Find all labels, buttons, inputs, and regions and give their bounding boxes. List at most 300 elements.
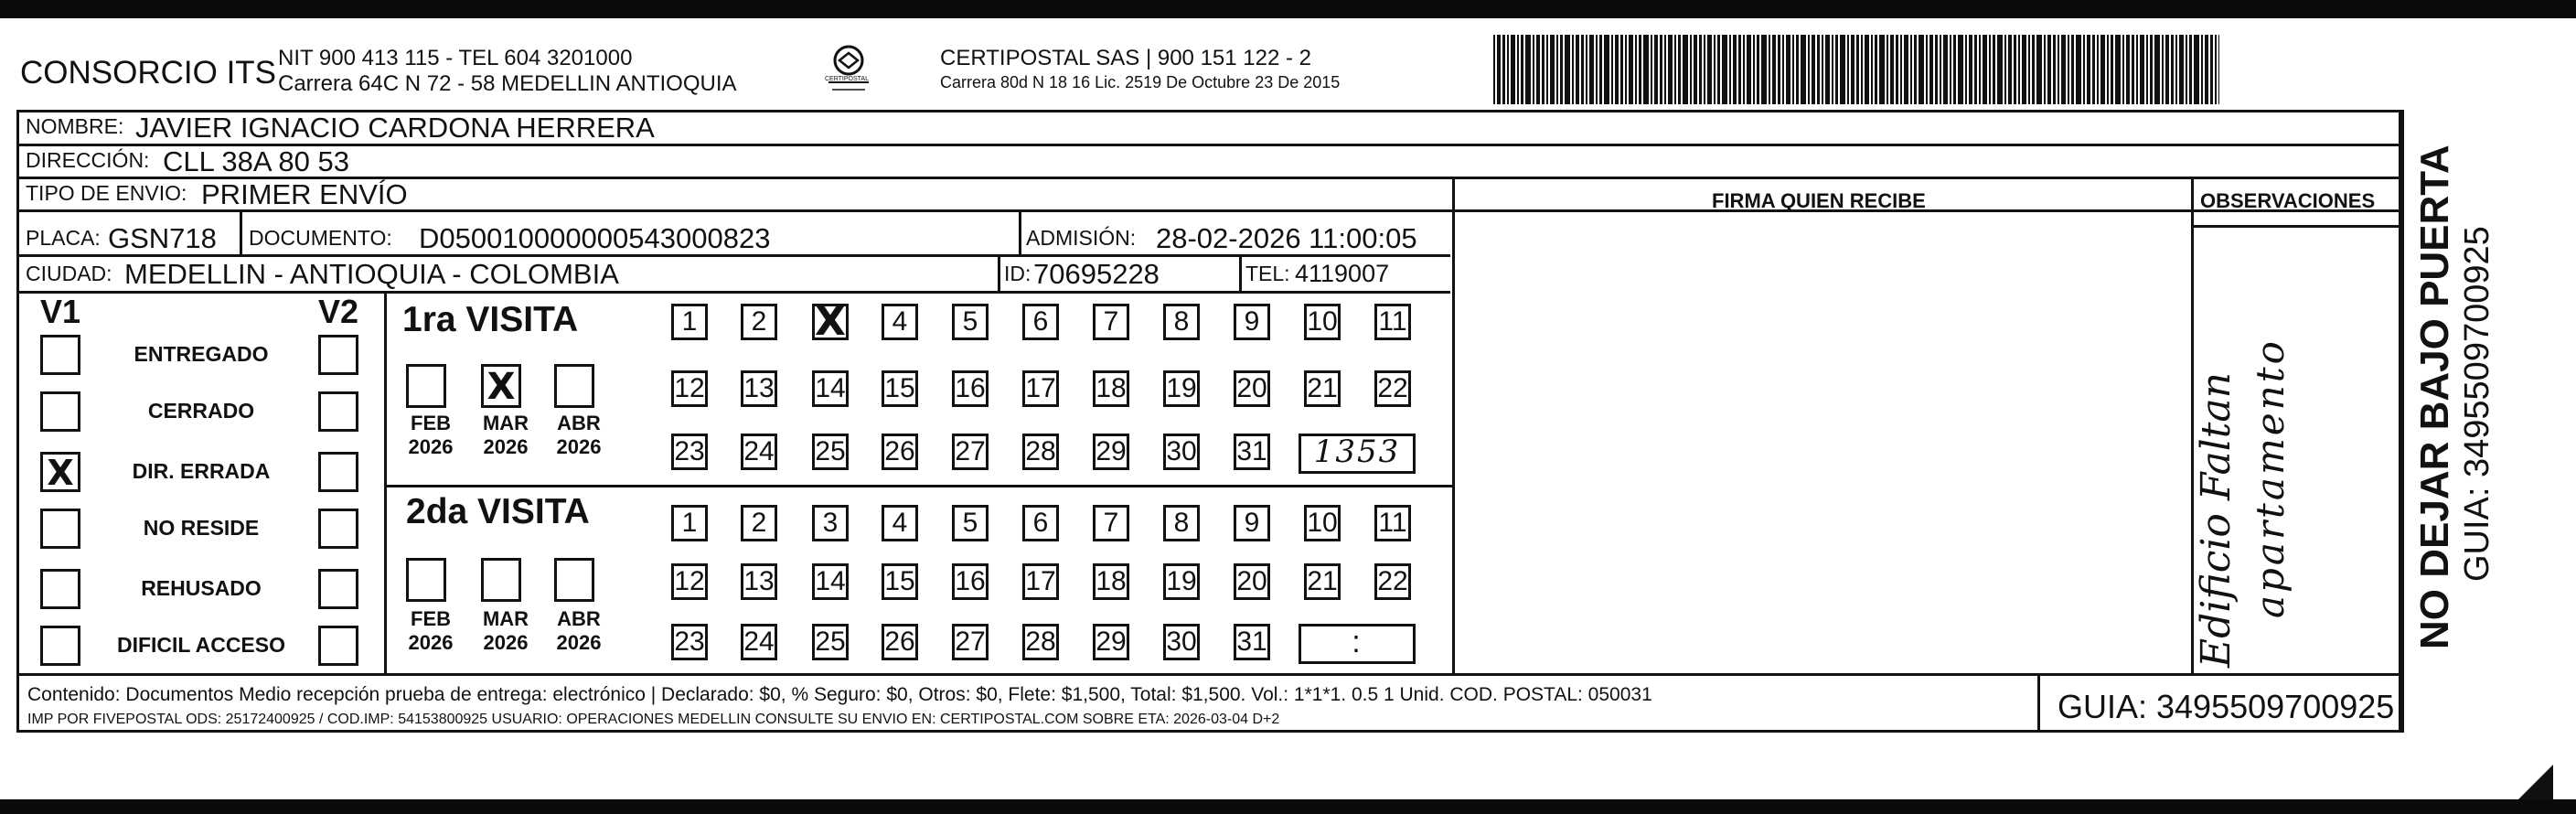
side-guia-text: GUIA: 3495509700925	[2458, 226, 2496, 582]
barcode-bar	[1757, 35, 1759, 104]
barcode-bar	[2132, 35, 2134, 104]
barcode-bar	[1958, 35, 1963, 104]
second-visit-day-box[interactable]	[1374, 505, 1411, 541]
month-label: MAR	[482, 412, 529, 434]
admision-label: ADMISIÓN:	[1026, 226, 1137, 250]
second-visit-day-box[interactable]	[671, 563, 708, 600]
day-number: 13	[743, 566, 775, 596]
barcode-bar	[1525, 35, 1531, 104]
barcode-bar	[1769, 35, 1770, 104]
barcode-bar	[1835, 35, 1838, 104]
first-visit-day-box[interactable]	[671, 434, 708, 470]
tel-value: 4119007	[1295, 260, 1390, 287]
barcode-bar	[1900, 35, 1902, 104]
second-visit-day-box[interactable]	[1093, 505, 1129, 541]
tipo-envio-label: TIPO DE ENVIO:	[26, 181, 187, 205]
day-number: 30	[1166, 627, 1197, 657]
id-value: 70695228	[1033, 258, 1160, 290]
second-visit-day-box[interactable]	[882, 563, 918, 600]
first-visit-day-box[interactable]	[1304, 304, 1341, 340]
placa-value: GSN718	[108, 222, 217, 254]
day-number: 24	[743, 627, 775, 657]
second-visit-day-box[interactable]	[741, 624, 777, 660]
day-number: 2	[751, 508, 767, 538]
day-number: 8	[1173, 508, 1190, 538]
certipostal-address: Carrera 80d N 18 16 Lic. 2519 De Octubre 23 De 2015	[940, 73, 1341, 91]
barcode-bar	[1615, 35, 1619, 104]
barcode-bar	[2111, 35, 2113, 104]
day-number: 7	[1103, 508, 1119, 538]
barcode-bar	[1926, 35, 1928, 104]
first-visit-day-box[interactable]	[1234, 434, 1270, 470]
second-visit-day-box[interactable]	[671, 505, 708, 541]
barcode-bar	[1943, 35, 1948, 104]
barcode-bar	[1668, 35, 1673, 104]
barcode-bar	[1851, 35, 1855, 104]
barcode-bar	[2014, 35, 2016, 104]
month-year: 2026	[408, 435, 454, 458]
placa-label: PLACA:	[26, 226, 101, 250]
day-number: 16	[955, 373, 986, 403]
company-address: Carrera 64C N 72 - 58 MEDELLIN ANTIOQUIA	[278, 71, 737, 96]
barcode-bar	[1550, 35, 1555, 104]
day-number: 2	[751, 306, 767, 337]
day-number: 30	[1166, 436, 1197, 466]
second-visit-day-box[interactable]	[812, 563, 849, 600]
status-option-label: REHUSADO	[141, 576, 262, 600]
first-visit-day-box[interactable]	[1022, 370, 1059, 407]
day-number: 6	[1032, 508, 1049, 538]
status-option-label: DIR. ERRADA	[132, 459, 271, 483]
day-number: 31	[1236, 627, 1267, 657]
day-number: 25	[815, 436, 846, 466]
second-visit-day-box[interactable]	[1022, 505, 1059, 541]
v1-checkbox[interactable]	[40, 391, 80, 432]
day-number: 5	[962, 508, 978, 538]
barcode-bar	[1879, 35, 1885, 104]
barcode-bar	[1507, 35, 1509, 104]
barcode-bar	[2218, 35, 2219, 104]
barcode-bar	[1542, 35, 1545, 104]
barcode-bar	[1974, 35, 1977, 104]
barcode-bar	[1521, 35, 1523, 104]
v2-checkbox[interactable]	[318, 626, 358, 666]
v2-checkbox[interactable]	[318, 569, 358, 609]
barcode-bar	[2140, 35, 2144, 104]
barcode-bar	[2205, 35, 2208, 104]
barcode-bar	[1556, 35, 1558, 104]
barcode-bar	[1919, 35, 1924, 104]
v1-checkbox[interactable]	[40, 335, 80, 375]
barcode	[1493, 35, 2223, 104]
second-visit-month-checkbox[interactable]	[481, 558, 521, 602]
barcode-bar	[2171, 35, 2174, 104]
barcode-bar	[1729, 35, 1731, 104]
day-number: 9	[1244, 306, 1260, 337]
barcode-bar	[1699, 35, 1702, 104]
barcode-bar	[1782, 35, 1784, 104]
month-label: FEB	[411, 412, 451, 434]
v1-checkbox[interactable]	[40, 569, 80, 609]
day-number: 26	[884, 627, 915, 657]
day-number: 18	[1096, 566, 1127, 596]
barcode-bar	[2004, 35, 2006, 104]
first-visit-day-box[interactable]	[1163, 434, 1200, 470]
v2-label: V2	[318, 293, 359, 330]
second-visit-day-box[interactable]	[1234, 563, 1270, 600]
nombre-label: NOMBRE:	[26, 114, 124, 138]
first-visit-day-box[interactable]	[882, 304, 918, 340]
second-visit-day-box[interactable]	[741, 563, 777, 600]
second-visit-day-box[interactable]	[1374, 563, 1411, 600]
barcode-bar	[1738, 35, 1741, 104]
first-visit-day-box[interactable]	[1374, 304, 1411, 340]
barcode-bar	[1969, 35, 1972, 104]
barcode-bar	[2047, 35, 2051, 104]
first-visit-day-box[interactable]	[1163, 304, 1200, 340]
barcode-bar	[2092, 35, 2095, 104]
first-visit-day-box[interactable]	[952, 370, 989, 407]
day-number: 27	[955, 627, 986, 657]
first-visit-day-box[interactable]	[741, 304, 777, 340]
barcode-bar	[1604, 35, 1609, 104]
barcode-bar	[2061, 35, 2066, 104]
barcode-bar	[1792, 35, 1794, 104]
v2-checkbox[interactable]	[318, 509, 358, 549]
day-number: 28	[1025, 627, 1056, 657]
barcode-bar	[2028, 35, 2030, 104]
day-number: 6	[1032, 306, 1049, 337]
barcode-bar	[1847, 35, 1849, 104]
x-mark-icon: X	[815, 298, 846, 345]
documento-value: D050010000000543000823	[419, 222, 771, 254]
barcode-bar	[1786, 35, 1790, 104]
barcode-bar	[2071, 35, 2074, 104]
first-visit-day-box[interactable]	[1093, 434, 1129, 470]
day-number: 5	[962, 306, 978, 337]
barcode-bar	[1840, 35, 1845, 104]
barcode-bar	[1643, 35, 1649, 104]
ciudad-value: MEDELLIN - ANTIOQUIA - COLOMBIA	[124, 258, 619, 290]
barcode-bar	[2146, 35, 2148, 104]
day-number: 11	[1378, 306, 1407, 337]
ciudad-label: CIUDAD:	[26, 262, 112, 285]
barcode-bar	[1965, 35, 1967, 104]
barcode-bar	[2186, 35, 2187, 104]
second-visit-day-box[interactable]	[812, 505, 849, 541]
barcode-bar	[1832, 35, 1833, 104]
month-label: FEB	[411, 607, 451, 630]
status-option-label: ENTREGADO	[134, 342, 269, 366]
barcode-bar	[1914, 35, 1917, 104]
day-number: 16	[955, 566, 986, 596]
barcode-bar	[1825, 35, 1830, 104]
barcode-bar	[2083, 35, 2085, 104]
day-number: 25	[815, 627, 846, 657]
barcode-bar	[1683, 35, 1688, 104]
barcode-bar	[1517, 35, 1519, 104]
barcode-bar	[1674, 35, 1676, 104]
first-visit-day-box[interactable]	[1374, 370, 1411, 407]
barcode-bar	[1887, 35, 1888, 104]
v2-checkbox[interactable]	[318, 391, 358, 432]
barcode-bar	[1801, 35, 1806, 104]
imp-line: IMP POR FIVEPOSTAL ODS: 25172400925 / COD.IMP: 54153800925 USUARIO: OPERACIONES MEDELLIN CONSULTE SU ENVIO EN: CERTIPOSTAL.COM SOBRE ETA: 2026-03-04 D+2	[27, 712, 1280, 727]
logo-emblem-icon	[821, 42, 876, 97]
barcode-bar	[2194, 35, 2199, 104]
barcode-bar	[1778, 35, 1780, 104]
day-number: 27	[955, 436, 986, 466]
status-option-label: CERRADO	[147, 399, 255, 423]
barcode-bar	[1596, 35, 1598, 104]
first-visit-day-box[interactable]	[1234, 370, 1270, 407]
barcode-bar	[1639, 35, 1641, 104]
second-visit-day-box[interactable]	[952, 505, 989, 541]
second-visit-day-box[interactable]	[952, 563, 989, 600]
status-option-label: NO RESIDE	[143, 516, 260, 540]
barcode-bar	[1625, 35, 1627, 104]
barcode-bar	[2122, 35, 2124, 104]
day-number: 18	[1096, 373, 1127, 403]
barcode-bar	[1690, 35, 1692, 104]
barcode-bar	[1989, 35, 1991, 104]
barcode-bar	[1572, 35, 1574, 104]
barcode-bar	[1896, 35, 1898, 104]
month-year: 2026	[556, 435, 602, 458]
day-number: 23	[674, 436, 705, 466]
day-number: 11	[1378, 508, 1407, 538]
second-visit-day-box[interactable]	[1093, 624, 1129, 660]
second-visit-day-box[interactable]	[1022, 563, 1059, 600]
barcode-bar	[1565, 35, 1570, 104]
barcode-bar	[1875, 35, 1877, 104]
first-visit-day-box[interactable]	[741, 370, 777, 407]
barcode-bar	[1704, 35, 1705, 104]
v2-checkbox[interactable]	[318, 335, 358, 375]
second-visit-day-box[interactable]	[812, 624, 849, 660]
first-visit-day-box[interactable]	[812, 298, 849, 345]
barcode-bar	[2165, 35, 2169, 104]
barcode-bar	[1753, 35, 1755, 104]
barcode-bar	[1935, 35, 1938, 104]
barcode-bar	[1865, 35, 1869, 104]
barcode-bar	[1817, 35, 1820, 104]
barcode-bar	[1497, 35, 1501, 104]
barcode-bar	[1536, 35, 1540, 104]
second-visit-day-box[interactable]	[671, 624, 708, 660]
no-dejar-text: NO DEJAR BAJO PUERTA	[2412, 145, 2457, 649]
barcode-bar	[1890, 35, 1894, 104]
barcode-bar	[1929, 35, 1933, 104]
day-number: 31	[1236, 436, 1267, 466]
barcode-bar	[1761, 35, 1767, 104]
barcode-bar	[2100, 35, 2105, 104]
status-option-label: DIFICIL ACCESO	[116, 633, 285, 657]
day-number: 9	[1244, 508, 1260, 538]
first-visit-day-box[interactable]	[952, 304, 989, 340]
first-visit-month-checkbox[interactable]	[481, 364, 521, 408]
barcode-bar	[2107, 35, 2109, 104]
barcode-bar	[2136, 35, 2138, 104]
v1-checkbox[interactable]	[40, 509, 80, 549]
day-number: 3	[822, 508, 839, 538]
barcode-bar	[2087, 35, 2090, 104]
v2-checkbox[interactable]	[318, 452, 358, 492]
barcode-bar	[1654, 35, 1658, 104]
barcode-bar	[1651, 35, 1652, 104]
first-visit-month-checkbox[interactable]	[406, 364, 446, 408]
second-visit-day-box[interactable]	[1093, 563, 1129, 600]
first-visit-day-box[interactable]	[1163, 370, 1200, 407]
day-number: 12	[674, 566, 705, 596]
barcode-bar	[1533, 35, 1534, 104]
barcode-bar	[1979, 35, 1981, 104]
day-number: 20	[1236, 566, 1267, 596]
second-visit-day-box[interactable]	[1163, 505, 1200, 541]
day-number: 22	[1377, 566, 1408, 596]
barcode-bar	[2210, 35, 2213, 104]
v1-checkbox[interactable]	[40, 626, 80, 666]
day-number: 8	[1173, 306, 1190, 337]
second-visit-day-box[interactable]	[1163, 563, 1200, 600]
barcode-bar	[2154, 35, 2160, 104]
second-visit-day-box[interactable]	[741, 505, 777, 541]
second-visit-day-box[interactable]	[1163, 624, 1200, 660]
first-visit-day-box[interactable]	[741, 434, 777, 470]
second-visit-day-box[interactable]	[952, 624, 989, 660]
guia-box: GUIA: 3495509700925	[2058, 688, 2395, 725]
barcode-bar	[2162, 35, 2164, 104]
signature-area[interactable]	[1454, 212, 2189, 671]
admision-value: 28-02-2026 11:00:05	[1156, 222, 1417, 254]
barcode-bar	[1589, 35, 1594, 104]
barcode-bar	[1772, 35, 1776, 104]
barcode-bar	[2053, 35, 2056, 104]
first-visit-day-box[interactable]	[952, 434, 989, 470]
barcode-bar	[1714, 35, 1716, 104]
barcode-bar	[1733, 35, 1737, 104]
day-number: 14	[815, 373, 846, 403]
first-visit-month-checkbox[interactable]	[554, 364, 594, 408]
barcode-bar	[1861, 35, 1863, 104]
observation-text-1: Edificio Faltan	[2193, 372, 2239, 668]
barcode-bar	[1743, 35, 1745, 104]
barcode-bar	[1694, 35, 1697, 104]
second-visit-day-box[interactable]	[882, 624, 918, 660]
barcode-bar	[1707, 35, 1712, 104]
second-visit-month-checkbox[interactable]	[554, 558, 594, 602]
barcode-bar	[1493, 35, 1495, 104]
second-visit-time-box[interactable]	[1299, 624, 1416, 664]
barcode-bar	[1808, 35, 1810, 104]
barcode-bar	[2022, 35, 2026, 104]
v1-label: V1	[40, 293, 81, 330]
visit-time-value: :	[1352, 625, 1363, 659]
barcode-bar	[1581, 35, 1584, 104]
day-number: 21	[1307, 566, 1338, 596]
barcode-bar	[1910, 35, 1912, 104]
first-visit-day-box[interactable]	[812, 434, 849, 470]
first-visit-day-box[interactable]	[1234, 304, 1270, 340]
second-visit-month-checkbox[interactable]	[406, 558, 446, 602]
visit-time-value: 1353	[1313, 434, 1401, 470]
observaciones-label: OBSERVACIONES	[2200, 189, 2376, 212]
barcode-bar	[1546, 35, 1548, 104]
day-number: 29	[1096, 627, 1127, 657]
barcode-bar	[1940, 35, 1941, 104]
month-year: 2026	[556, 631, 602, 654]
first-visit-title: 1ra VISITA	[402, 300, 579, 339]
day-number: 13	[743, 373, 775, 403]
direccion-label: DIRECCIÓN:	[26, 148, 150, 172]
day-number: 28	[1025, 436, 1056, 466]
id-label: ID:	[1004, 262, 1031, 285]
barcode-bar	[1599, 35, 1602, 104]
barcode-bar	[2201, 35, 2203, 104]
first-visit-day-box[interactable]	[882, 370, 918, 407]
nit-line: NIT 900 413 115 - TEL 604 3201000	[278, 46, 633, 70]
second-visit-day-box[interactable]	[1304, 505, 1341, 541]
second-visit-day-box[interactable]	[1234, 505, 1270, 541]
certipostal-logo	[821, 42, 876, 97]
second-visit-day-box[interactable]	[1234, 624, 1270, 660]
barcode-bar	[1664, 35, 1666, 104]
v1-checkbox[interactable]	[40, 452, 80, 492]
first-visit-day-box[interactable]	[1093, 370, 1129, 407]
bottom-edge-band	[0, 799, 2576, 814]
second-visit-day-box[interactable]	[882, 505, 918, 541]
first-visit-day-box[interactable]	[1022, 434, 1059, 470]
barcode-bar	[1586, 35, 1587, 104]
contenido-line: Contenido: Documentos Medio recepción prueba de entrega: electrónico | Declarado: $0, % Seguro: $0, Otros: $0, Flete: $1,500, Total: $1,500. Vol.: 1*1*1. 0.5 1 Unid. COD. POSTAL: 050031	[27, 684, 1652, 705]
second-visit-day-box[interactable]	[1304, 563, 1341, 600]
first-visit-day-box[interactable]	[671, 304, 708, 340]
barcode-bar	[1747, 35, 1751, 104]
first-visit-day-box[interactable]	[882, 434, 918, 470]
barcode-bar	[2115, 35, 2121, 104]
barcode-bar	[1576, 35, 1579, 104]
barcode-bar	[1560, 35, 1563, 104]
day-number: 12	[674, 373, 705, 403]
first-visit-day-box[interactable]	[1022, 304, 1059, 340]
day-number: 1	[681, 306, 698, 337]
observation-text-2: apartamento	[2248, 338, 2293, 618]
second-visit-day-box[interactable]	[1022, 624, 1059, 660]
barcode-bar	[1856, 35, 1859, 104]
corner-fold-icon	[2517, 761, 2555, 801]
day-number: 20	[1236, 373, 1267, 403]
day-number: 10	[1307, 306, 1338, 337]
barcode-bar	[1812, 35, 1815, 104]
day-number: 22	[1377, 373, 1408, 403]
barcode-bar	[1796, 35, 1799, 104]
barcode-bar	[1629, 35, 1633, 104]
day-number: 19	[1166, 566, 1197, 596]
month-label: ABR	[557, 412, 601, 434]
barcode-bar	[2150, 35, 2153, 104]
first-visit-day-box[interactable]	[1304, 370, 1341, 407]
first-visit-day-box[interactable]	[671, 370, 708, 407]
day-number: 10	[1307, 508, 1338, 538]
day-number: 1	[681, 508, 698, 538]
first-visit-time-box[interactable]	[1299, 434, 1416, 474]
month-label: ABR	[557, 607, 601, 630]
day-number: 15	[884, 566, 915, 596]
month-label: MAR	[482, 607, 529, 630]
first-visit-day-box[interactable]	[812, 370, 849, 407]
barcode-bar	[2036, 35, 2042, 104]
first-visit-day-box[interactable]	[1093, 304, 1129, 340]
